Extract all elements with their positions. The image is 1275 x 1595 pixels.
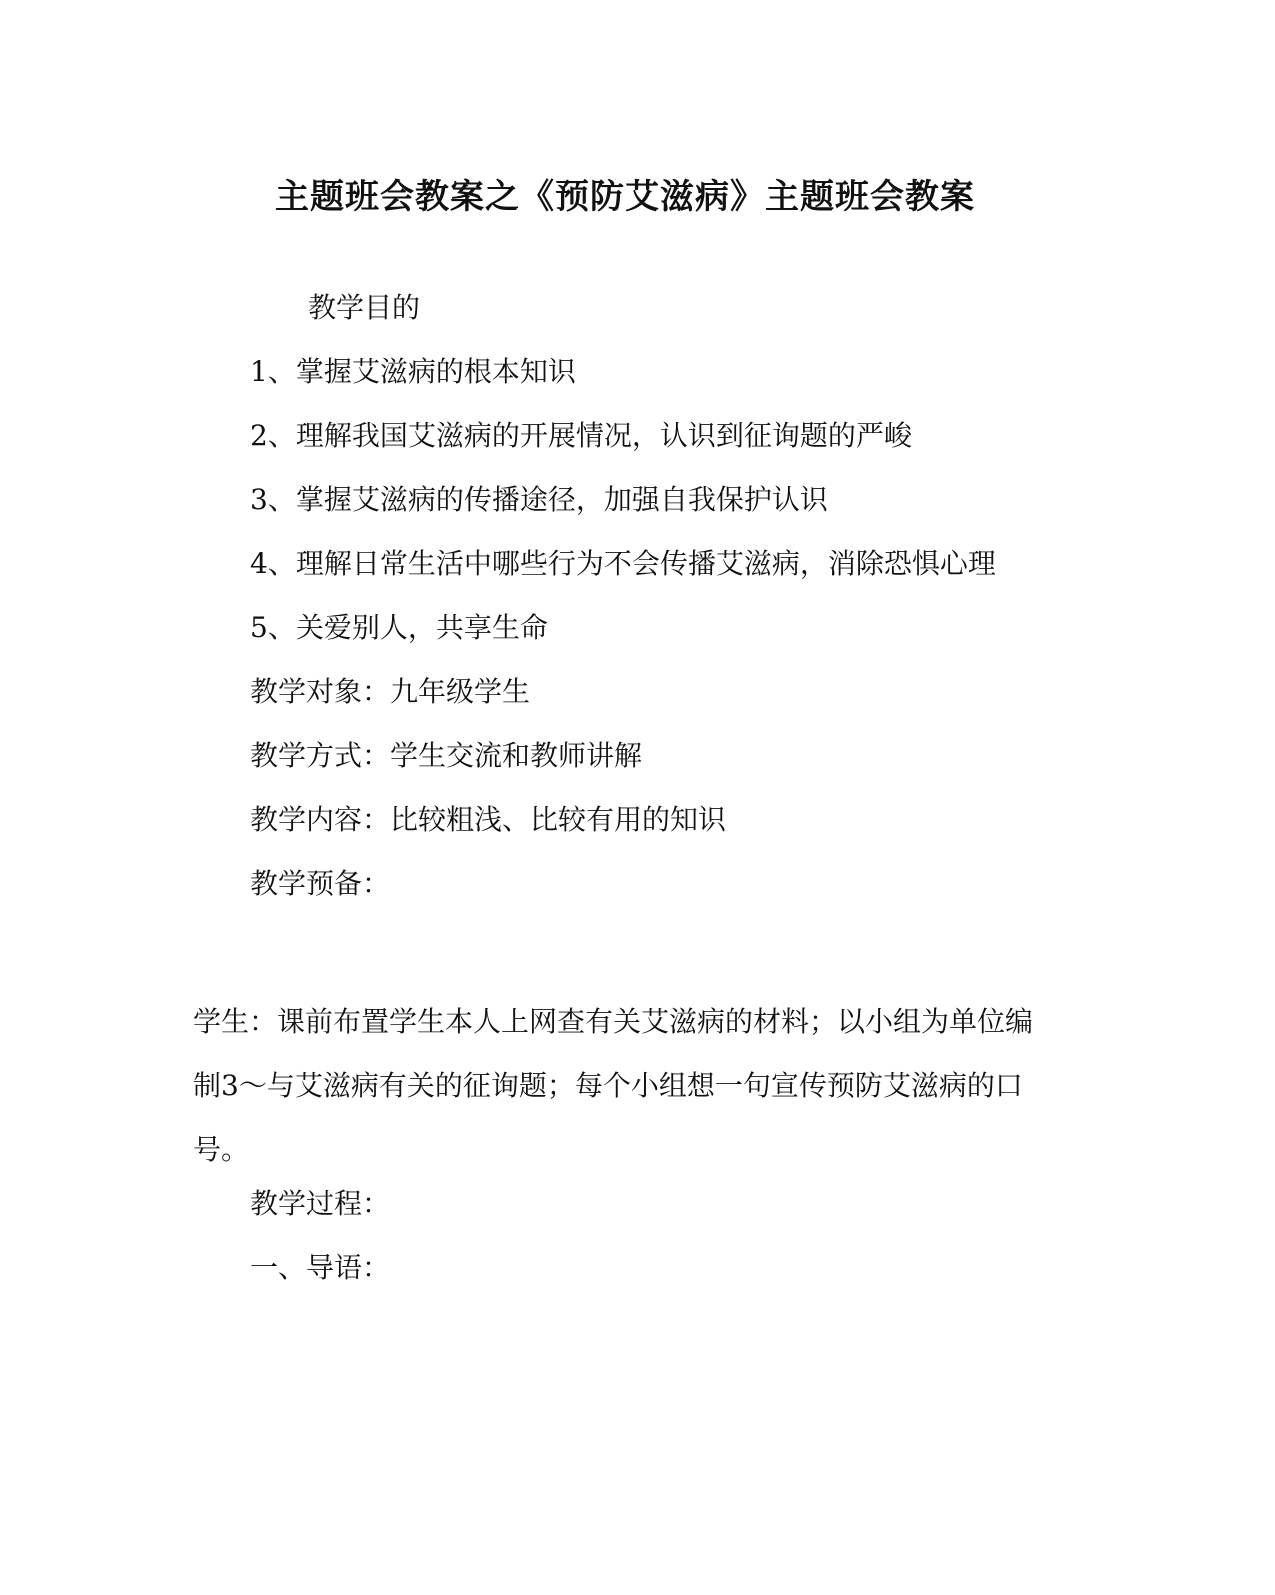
- paragraph-line: 号。: [193, 1133, 250, 1166]
- teaching-target: 教学对象：九年级学生: [250, 675, 531, 708]
- objective-item: 4、理解日常生活中哪些行为不会传播艾滋病，消除恐惧心理: [250, 547, 996, 580]
- objective-item: 2、理解我国艾滋病的开展情况，认识到征询题的严峻: [250, 419, 912, 452]
- student-preparation-paragraph: [193, 990, 1063, 1182]
- paragraph-line: 学生：课前布置学生本人上网查有关艾滋病的材料；以小组为单位编: [193, 1005, 1034, 1038]
- document-title: 主题班会教案之《预防艾滋病》主题班会教案: [275, 177, 975, 217]
- teaching-method: 教学方式：学生交流和教师讲解: [250, 739, 643, 772]
- paragraph-line: 制3～与艾滋病有关的征询题；每个小组想一句宣传预防艾滋病的口: [193, 1069, 1023, 1102]
- teaching-preparation: 教学预备：: [250, 867, 391, 900]
- teaching-content: 教学内容：比较粗浅、比较有用的知识: [250, 803, 727, 836]
- objective-heading: 教学目的: [308, 291, 421, 324]
- teaching-process-heading: 教学过程：: [250, 1187, 391, 1220]
- objective-item: 3、掌握艾滋病的传播途径，加强自我保护认识: [250, 483, 828, 516]
- objective-item: 5、关爱别人，共享生命: [250, 611, 548, 644]
- intro-heading: 一、导语：: [250, 1251, 391, 1284]
- objective-item: 1、掌握艾滋病的根本知识: [250, 355, 576, 388]
